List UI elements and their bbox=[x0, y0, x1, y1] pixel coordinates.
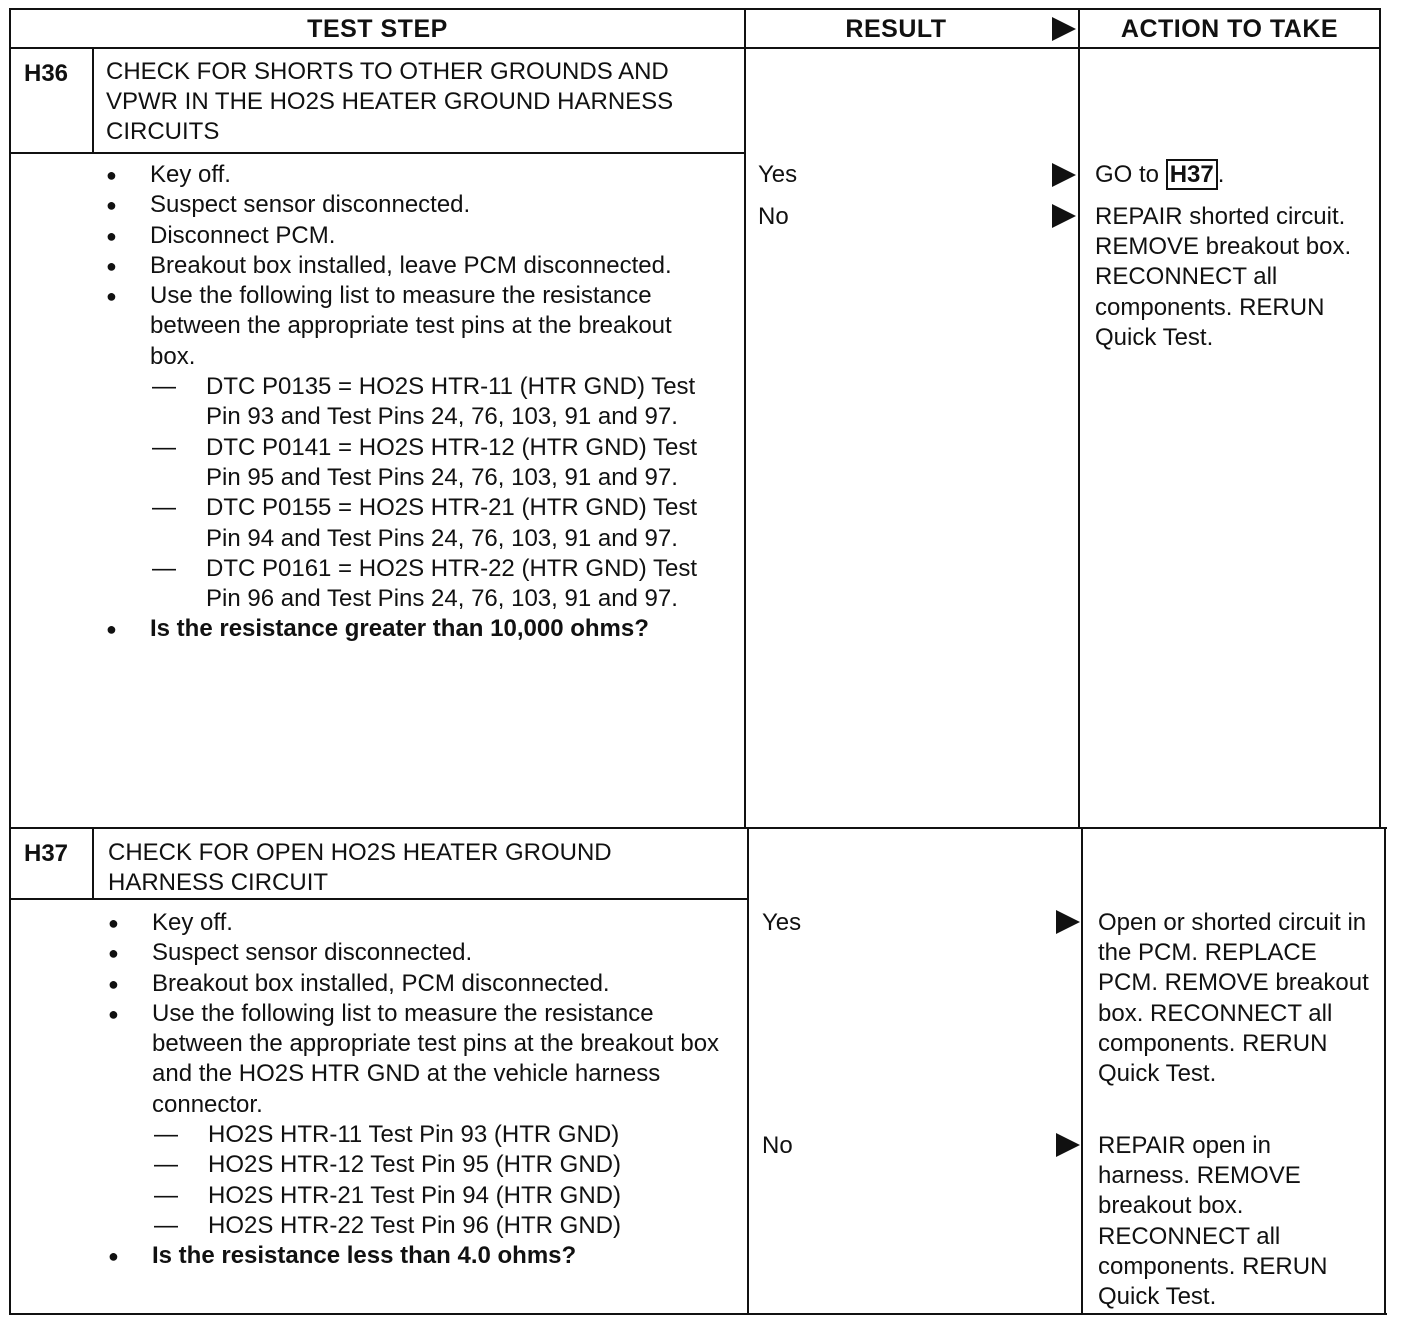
dash-item: — HO2S HTR-22 Test Pin 96 (HTR GND) bbox=[108, 1211, 723, 1241]
h37-step-id: H37 bbox=[24, 840, 69, 867]
action-suffix: . bbox=[1217, 161, 1225, 188]
list-item: ● Use the following list to measure the resistance between the appropriate test pins at the breakout box. bbox=[106, 281, 706, 372]
list-item: ● Suspect sensor disconnected. bbox=[106, 190, 706, 220]
table-right-border bbox=[1379, 8, 1381, 829]
dash-item: — DTC P0155 = HO2S HTR-21 (HTR GND) Test Pin 94 and Test Pins 24, 76, 103, 91 and 97. bbox=[106, 493, 706, 554]
header-arrow-icon bbox=[1052, 17, 1076, 41]
table-right-border-h37 bbox=[1384, 827, 1386, 1315]
action-column-left-border-h37 bbox=[1081, 827, 1083, 1315]
h37-yes-arrow-icon bbox=[1056, 910, 1080, 934]
h37-result-yes: Yes bbox=[762, 909, 802, 936]
result-column-left-border-h37 bbox=[747, 827, 749, 1315]
h36-result-no: No bbox=[758, 203, 789, 230]
dash-item: — DTC P0141 = HO2S HTR-12 (HTR GND) Test Pin 95 and Test Pins 24, 76, 103, 91 and 97. bbox=[106, 433, 706, 494]
header-result: RESULT bbox=[845, 14, 947, 43]
dash-item: — DTC P0135 = HO2S HTR-11 (HTR GND) Test Pin 93 and Test Pins 24, 76, 103, 91 and 97. bbox=[106, 372, 706, 433]
list-item: ● Breakout box installed, leave PCM disconnected. bbox=[106, 251, 706, 281]
h37-procedure bbox=[108, 908, 723, 1272]
h36-no-arrow-icon bbox=[1052, 204, 1076, 228]
h36-title-divider bbox=[9, 152, 744, 154]
dash-item: — HO2S HTR-12 Test Pin 95 (HTR GND) bbox=[108, 1150, 723, 1180]
h36-title: CHECK FOR SHORTS TO OTHER GROUNDS AND VPWR IN THE HO2S HEATER GROUND HARNESS CIRCUITS bbox=[106, 58, 674, 145]
list-item: ● Key off. bbox=[106, 160, 706, 190]
h36-bottom-border bbox=[9, 827, 1387, 829]
h36-step-id: H36 bbox=[24, 60, 69, 87]
question-item: ● Is the resistance greater than 10,000 ohms? bbox=[106, 614, 706, 644]
h37-action-yes: Open or shorted circuit in the PCM. REPLACE PCM. REMOVE breakout box. RECONNECT all components. RERUN Quick Test. bbox=[1098, 909, 1369, 1088]
list-item: ● Suspect sensor disconnected. bbox=[108, 938, 723, 968]
h37-action-no: REPAIR open in harness. REMOVE breakout box. RECONNECT all components. RERUN Quick Test. bbox=[1098, 1132, 1328, 1311]
table-bottom-border bbox=[9, 1313, 1387, 1315]
question-item: ● Is the resistance less than 4.0 ohms? bbox=[108, 1241, 723, 1271]
h36-procedure bbox=[106, 160, 706, 645]
list-item: ● Disconnect PCM. bbox=[106, 221, 706, 251]
dash-item: — DTC P0161 = HO2S HTR-22 (HTR GND) Test Pin 96 and Test Pins 24, 76, 103, 91 and 97. bbox=[106, 554, 706, 615]
list-item: ● Key off. bbox=[108, 908, 723, 938]
dash-item: — HO2S HTR-11 Test Pin 93 (HTR GND) bbox=[108, 1120, 723, 1150]
list-item: ● Breakout box installed, PCM disconnected. bbox=[108, 969, 723, 999]
header-test-step: TEST STEP bbox=[307, 14, 448, 43]
h37-result-no: No bbox=[762, 1132, 793, 1159]
h36-result-yes: Yes bbox=[758, 161, 798, 188]
h36-action-no: REPAIR shorted circuit. REMOVE breakout box. RECONNECT all components. RERUN Quick Test. bbox=[1095, 203, 1352, 351]
action-column-left-border bbox=[1078, 8, 1080, 829]
list-item: ● Use the following list to measure the resistance between the appropriate test pins at the breakout box and the HO2S HTR GND at the vehicle harness connector. bbox=[108, 999, 723, 1120]
goto-step-ref[interactable]: H37 bbox=[1166, 159, 1218, 190]
dash-item: — HO2S HTR-21 Test Pin 94 (HTR GND) bbox=[108, 1181, 723, 1211]
h37-title-divider bbox=[9, 898, 749, 900]
table-left-border bbox=[9, 8, 11, 1315]
h37-no-arrow-icon bbox=[1056, 1133, 1080, 1157]
action-prefix: GO to bbox=[1095, 161, 1160, 188]
h36-yes-arrow-icon bbox=[1052, 163, 1076, 187]
h37-id-divider bbox=[92, 827, 94, 900]
h36-action-yes bbox=[1095, 160, 1380, 190]
result-column-left-border bbox=[744, 8, 746, 829]
h37-title: CHECK FOR OPEN HO2S HEATER GROUND HARNESS CIRCUIT bbox=[108, 839, 612, 896]
header-action-to-take: ACTION TO TAKE bbox=[1120, 14, 1339, 43]
h36-id-divider bbox=[92, 47, 94, 154]
